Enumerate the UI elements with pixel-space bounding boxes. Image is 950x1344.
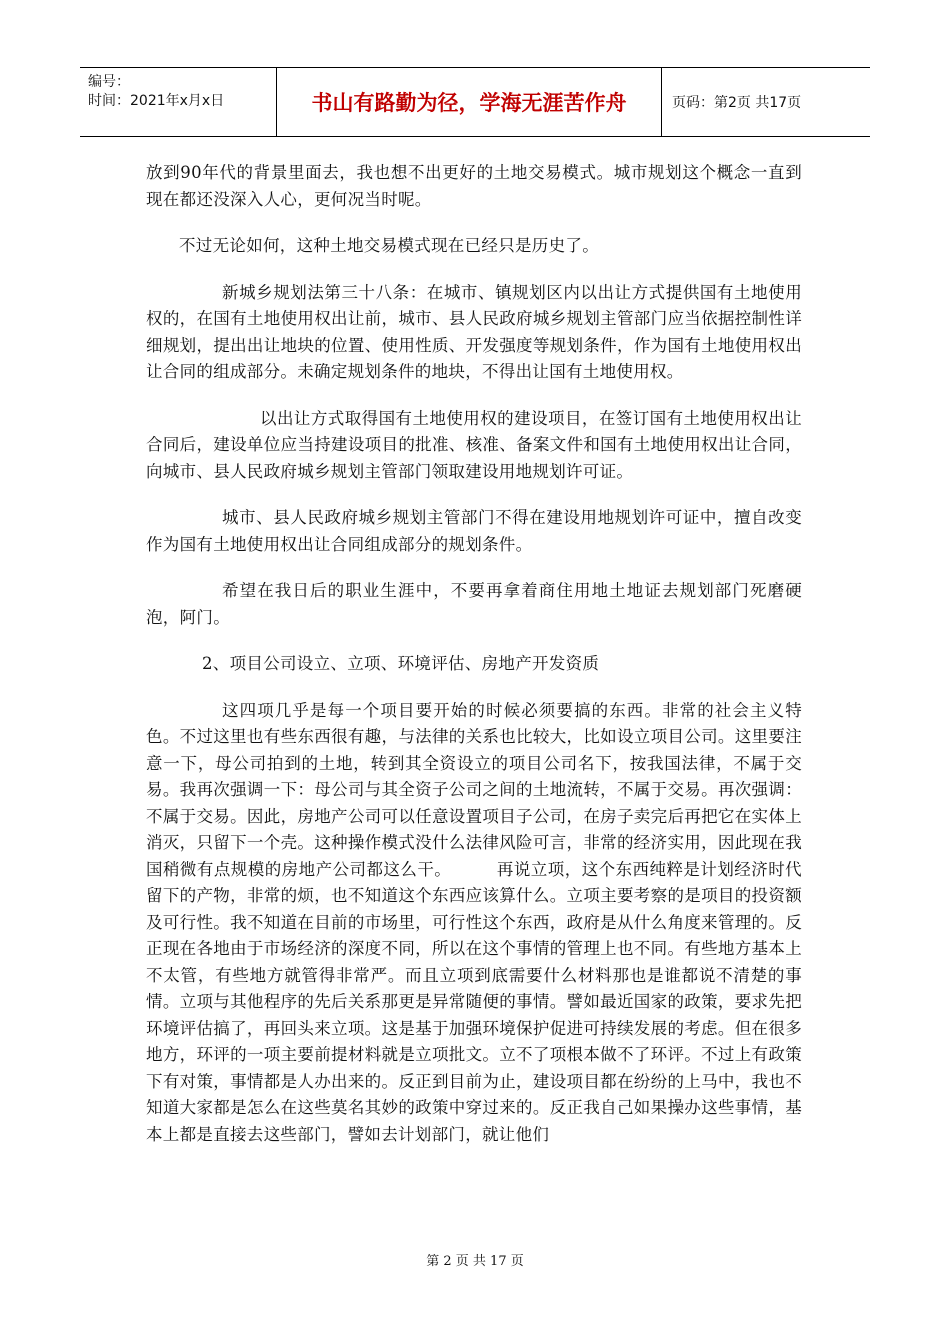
section-heading: 2、项目公司设立、立项、环境评估、房地产开发资质	[202, 654, 600, 673]
header-page-label: 页码：第2页 共17页	[672, 95, 802, 111]
paragraph-5: 城市、县人民政府城乡规划主管部门不得在建设用地规划许可证中，擅自改变作为国有土地使用权出让合同组成部分的规划条件。	[146, 508, 802, 554]
paragraph-7: 这四项几乎是每一个项目要开始的时候必须要搞的东西。非常的社会主义特色。不过这里也有些东西很有趣，与法律的关系也比较大，比如设立项目公司。这里要注意一下，母公司拍到的土地，转到其全资设立的项目公司名下，按我国法律，不属于交易。我再次强调一下：母公司与其全资子公司之间的土地流转，不属于交易。再次强调：不属于交易。因此，房地产公司可以任意设置项目子公司，在房子卖完后再把它在实体上消灭，只留下一个壳。这种操作模式没什么法律风险可言，非常的经济实用，因此现在我国稍微有点规模的房地产公司都这么干。 再说立项，这个东西纯粹是计划经济时代留下的产物，非常的烦，也不知道这个东西应该算什么。立项主要考察的是项目的投资额及可行性。我不知道在目前的市场里，可行性这个东西，政府是从什么角度来管理的。反正现在各地由于市场经济的深度不同，所以在这个事情的管理上也不同。有些地方基本上不太管，有些地方就管得非常严。而且立项到底需要什么材料那也是谁都说不清楚的事情。立项与其他程序的先后关系那更是异常随便的事情。譬如最近国家的政策，要求先把环境评估搞了，再回头来立项。这是基于加强环境保护促进可持续发展的考虑。但在很多地方，环评的一项主要前提材料就是立项批文。立不了项根本做不了环评。不过上有政策下有对策，事情都是人办出来的。反正到目前为止，建设项目都在纷纷的上马中，我也不知道大家都是怎么在这些莫名其妙的政策中穿过来的。反正我自己如果操办这些事情，基本上都是直接去这些部门，譬如去计划部门，就让他们	[146, 700, 802, 1144]
paragraph-6: 希望在我日后的职业生涯中，不要再拿着商住用地土地证去规划部门死磨硬泡，阿门。	[146, 581, 802, 627]
paragraph-1: 放到90年代的背景里面去，我也想不出更好的土地交易模式。城市规划这个概念一直到现在都还没深入人心，更何况当时呢。	[146, 163, 802, 209]
header-meta-cell	[80, 68, 277, 136]
paragraph-2: 不过无论如何，这种土地交易模式现在已经只是历史了。	[179, 236, 599, 255]
page-footer: 第 2 页 共 17 页	[426, 1254, 524, 1269]
header-motto: 书山有路勤为径，学海无涯苦作舟	[277, 68, 662, 136]
document-number-label: 编号：	[88, 74, 130, 90]
page-header	[80, 67, 870, 137]
document-time-label: 时间：2021年x月x日	[88, 93, 225, 109]
document-body	[146, 160, 802, 1168]
paragraph-3: 新城乡规划法第三十八条：在城市、镇规划区内以出让方式提供国有土地使用权的，在国有土地使用权出让前，城市、县人民政府城乡规划主管部门应当依据控制性详细规划，提出出让地块的位置、使用性质、开发强度等规划条件，作为国有土地使用权出让合同的组成部分。未确定规划条件的地块，不得出让国有土地使用权。	[146, 282, 802, 381]
paragraph-4: 以出让方式取得国有土地使用权的建设项目，在签订国有土地使用权出让合同后，建设单位应当持建设项目的批准、核准、备案文件和国有土地使用权出让合同，向城市、县人民政府城乡规划主管部门领取建设用地规划许可证。	[146, 408, 802, 481]
